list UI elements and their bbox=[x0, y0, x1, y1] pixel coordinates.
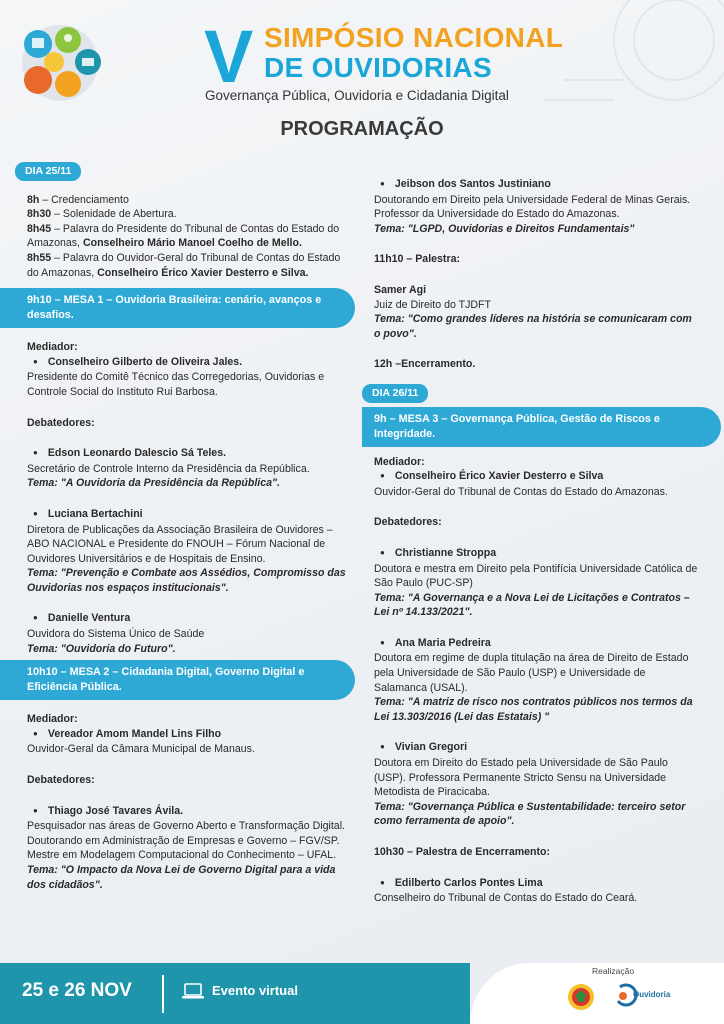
day-badge: DIA 25/11 bbox=[15, 162, 81, 181]
speaker-desc: Ouvidor-Geral da Câmara Municipal de Manaus. bbox=[27, 743, 255, 756]
schedule-item: 8h55 – Palavra do Ouvidor-Geral do Tribunal de Contas do Estado do Amazonas, Conselheiro Érico Xavier Desterro e Silva. bbox=[27, 251, 341, 279]
speaker-tema: Tema: "Ouvidoria do Futuro". bbox=[27, 642, 176, 655]
speaker-name: ● Thiago José Tavares Ávila. bbox=[27, 804, 347, 820]
mediador-label: Mediador: bbox=[27, 713, 78, 726]
logo-v-letter: V bbox=[204, 15, 254, 98]
speaker-desc: Doutora em Direito do Estado pela Universidade de São Paulo (USP). Professora Permanente Stricto Sensu na Universidade Metodista de Piracicaba. bbox=[374, 757, 668, 799]
realizacao-label: Realização bbox=[592, 966, 635, 976]
speaker-tema: Tema: "A matriz de risco nos contratos públicos nos termos da Lei 13.303/2016 (Lei das Estatais) " bbox=[374, 696, 693, 723]
mesa-banner: 10h10 – MESA 2 – Cidadania Digital, Governo Digital e Eficiência Pública. bbox=[0, 660, 355, 700]
speaker-desc: Doutora e mestra em Direito pela Pontifícia Universidade Católica de São Paulo (PUC-SP) bbox=[374, 562, 698, 590]
page-title: PROGRAMAÇÃO bbox=[280, 118, 444, 140]
speaker-desc: Pesquisador nas áreas de Governo Aberto e Transformação Digital. Doutorando em Administração de Empresas e Governo – FGV/SP. Mestre em Modelagem Computacional do Conhecimento – UFAL. bbox=[27, 820, 345, 862]
schedule-item: 8h30 – Solenidade de Abertura. bbox=[27, 208, 177, 221]
event-dates: 25 e 26 NOV bbox=[22, 980, 132, 1001]
speaker-desc: Diretora de Publicações da Associação Brasileira de Ouvidores – ABO NACIONAL e Presidente do FNOUH – Fórum Nacional de Ouvidores Universitários e de Hospitais de Ensino. bbox=[27, 523, 333, 565]
speaker-tema: Tema: "O Impacto da Nova Lei de Governo Digital para a vida dos cidadãos". bbox=[27, 864, 336, 891]
seal-icon bbox=[566, 982, 596, 1012]
speaker-desc: Conselheiro do Tribunal de Contas do Estado do Ceará. bbox=[374, 892, 638, 905]
mediador-label: Mediador: bbox=[27, 341, 78, 354]
laptop-icon bbox=[182, 983, 204, 999]
speaker-name: ● Edilberto Carlos Pontes Lima bbox=[374, 876, 699, 892]
speaker-desc: Doutorando em Direito pela Universidade Federal de Minas Gerais. Professor da Universidade do Estado do Amazonas. bbox=[374, 193, 691, 221]
left-column bbox=[27, 162, 347, 892]
footer-divider bbox=[162, 975, 164, 1013]
speaker-name: ● Vereador Amom Mandel Lins Filho bbox=[27, 727, 347, 743]
speaker-name: ● Vivian Gregori bbox=[374, 740, 699, 756]
speaker-name: Samer Agi bbox=[374, 283, 427, 296]
speaker-name: ● Danielle Ventura bbox=[27, 611, 347, 627]
speaker-tema: Tema: "A Ouvidoria da Presidência da República". bbox=[27, 477, 280, 490]
speaker-desc: Doutora em regime de dupla titulação na área de Direito de Estado pela Universidade de São Paulo (USP) e Universidade de Salamanca (USAL). bbox=[374, 652, 689, 694]
event-subtitle: Governança Pública, Ouvidoria e Cidadania Digital bbox=[205, 88, 509, 103]
speaker-name: ● Conselheiro Gilberto de Oliveira Jales. bbox=[27, 355, 347, 371]
speaker-name: ● Conselheiro Érico Xavier Desterro e Silva bbox=[374, 469, 699, 485]
speaker-tema: Tema: "Como grandes líderes na história se comunicaram com o povo". bbox=[374, 313, 692, 340]
speaker-name: ● Ana Maria Pedreira bbox=[374, 636, 699, 652]
schedule-item: 8h45 – Palavra do Presidente do Tribunal de Contas do Estado do Amazonas, Conselheiro Mário Manoel Coelho de Mello. bbox=[27, 222, 340, 250]
logo-cluster-icon bbox=[14, 22, 106, 104]
right-column bbox=[374, 177, 699, 906]
palestra-title: 10h30 – Palestra de Encerramento: bbox=[374, 846, 551, 858]
speaker-name: ● Jeibson dos Santos Justiniano bbox=[374, 177, 699, 193]
day-badge: DIA 26/11 bbox=[362, 384, 428, 403]
debatedores-label: Debatedores: bbox=[27, 416, 95, 429]
speaker-desc: Ouvidora do Sistema Único de Saúde bbox=[27, 628, 205, 641]
encerramento: 12h –Encerramento. bbox=[374, 358, 476, 371]
event-title-line1: SIMPÓSIO NACIONAL bbox=[264, 22, 564, 53]
palestra-title: 11h10 – Palestra: bbox=[374, 253, 460, 266]
ouvidoria-label: Ouvidoria bbox=[633, 990, 671, 999]
debatedores-label: Debatedores: bbox=[374, 516, 442, 529]
speaker-tema: Tema: "Governança Pública e Sustentabilidade: terceiro setor como ferramenta de apoio". bbox=[374, 800, 686, 828]
speaker-name: ● Edson Leonardo Dalescio Sá Teles. bbox=[27, 446, 347, 462]
event-title-line2: DE OUVIDORIAS bbox=[264, 52, 492, 83]
mesa-banner: 9h – MESA 3 – Governança Pública, Gestão de Riscos e Integridade. bbox=[362, 407, 721, 447]
speaker-name: ● Luciana Bertachini bbox=[27, 507, 347, 523]
speaker-name: ● Christianne Stroppa bbox=[374, 546, 699, 562]
event-mode: Evento virtual bbox=[212, 983, 298, 998]
speaker-tema: Tema: "LGPD, Ouvidorias e Direitos Fundamentais" bbox=[374, 222, 635, 235]
mediador-label: Mediador: bbox=[374, 455, 425, 468]
speaker-tema: Tema: "A Governança e a Nova Lei de Licitações e Contratos – Lei nº 14.133/2021". bbox=[374, 591, 690, 619]
schedule-item: 8h – Credenciamento bbox=[27, 193, 129, 206]
speaker-desc: Ouvidor-Geral do Tribunal de Contas do Estado do Amazonas. bbox=[374, 485, 668, 498]
speaker-desc: Presidente do Comitê Técnico das Corregedorias, Ouvidorias e Controle Social do Instituto Rui Barbosa. bbox=[27, 371, 325, 398]
speaker-desc: Juiz de Direito do TJDFT bbox=[374, 298, 491, 311]
circuit-decoration-icon bbox=[504, 0, 724, 130]
speaker-desc: Secretário de Controle Interno da Presidência da República. bbox=[27, 462, 310, 475]
speaker-tema: Tema: "Prevenção e Combate aos Assédios, Compromisso das Ouvidorias nos espaços institucionais". bbox=[27, 567, 346, 594]
mesa-banner: 9h10 – MESA 1 – Ouvidoria Brasileira: cenário, avanços e desafios. bbox=[0, 288, 355, 328]
debatedores-label: Debatedores: bbox=[27, 774, 95, 787]
